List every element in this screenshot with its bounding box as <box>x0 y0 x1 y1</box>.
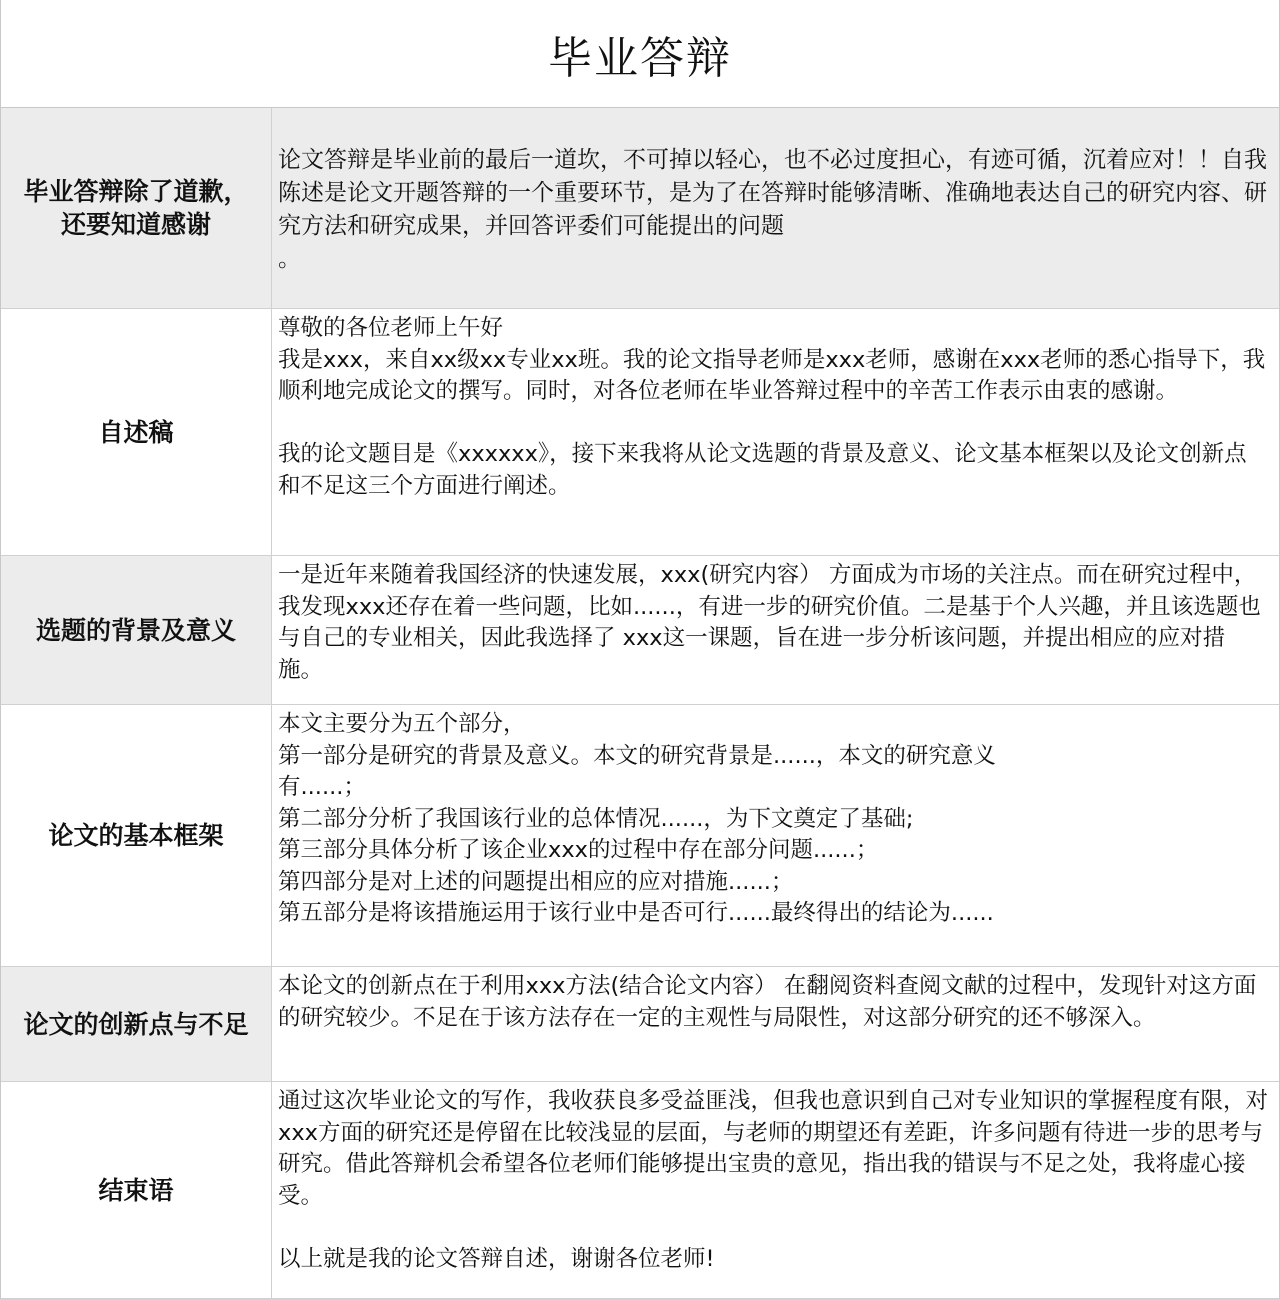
row-innovation-shortcomings <box>1 967 1279 1082</box>
page-title: 毕业答辩 <box>1 0 1279 108</box>
row-label: 论文的基本框架 <box>1 705 272 966</box>
row-self-statement <box>1 309 1279 556</box>
row-conclusion <box>1 1082 1279 1299</box>
row-content: 一是近年来随着我国经济的快速发展，xxx(研究内容） 方面成为市场的关注点。而在研究过程中，我发现xxx还存在着一些问题，比如......，有进一步的研究价值。二是基于个人兴趣，并且该选题也与自己的专业相关，因此我选择了 xxx这一课题，旨在进一步分析该问题，并提出相应的应对措施。 <box>272 556 1279 704</box>
row-framework <box>1 705 1279 967</box>
row-label: 毕业答辩除了道歉， 还要知道感谢 <box>1 108 272 308</box>
row-label: 自述稿 <box>1 309 272 555</box>
row-content: 通过这次毕业论文的写作，我收获良多受益匪浅，但我也意识到自己对专业知识的掌握程度有限，对xxx方面的研究还是停留在比较浅显的层面，与老师的期望还有差距，许多问题有待进一步的思考与研究。借此答辩机会希望各位老师们能够提出宝贵的意见，指出我的错误与不足之处，我将虚心接受。 以上就是我的论文答辩自述，谢谢各位老师! <box>278 1088 1269 1272</box>
row-content: 本论文的创新点在于利用xxx方法(结合论文内容） 在翻阅资料查阅文献的过程中，发现针对这方面的研究较少。不足在于该方法存在一定的主观性与局限性，对这部分研究的还不够深入。 <box>272 967 1279 1081</box>
row-label: 结束语 <box>1 1082 272 1298</box>
row-content: 本文主要分为五个部分， 第一部分是研究的背景及意义。本文的研究背景是......，本文的研究意义 有......； 第二部分分析了我国该行业的总体情况......，为下文奠定了基础; 第三部分具体分析了该企业xxx的过程中存在部分问题......； 第四部分是对上述的问题提出相应的应对措施......； 第五部分是将该措施运用于该行业中是否可行......最终得出的结论为...... <box>278 711 996 926</box>
row-content: 论文答辩是毕业前的最后一道坎，不可掉以轻心，也不必过度担心，有迹可循，沉着应对！！自我陈述是论文开题答辩的一个重要环节，是为了在答辩时能够清晰、准确地表达自己的研究内容、研究方法和研究成果，并回答评委们可能提出的问题 。 <box>272 108 1279 308</box>
row-content: 尊敬的各位老师上午好 我是xxx，来自xx级xx专业xx班。我的论文指导老师是xxx老师，感谢在xxx老师的悉心指导下，我顺利地完成论文的撰写。同时，对各位老师在毕业答辩过程中的辛苦工作表示由衷的感谢。 我的论文题目是《xxxxxx》，接下来我将从论文选题的背景及意义、论文基本框架以及论文创新点和不足这三个方面进行阐述。 <box>278 315 1266 499</box>
row-background-significance <box>1 556 1279 705</box>
row-defense-gratitude <box>1 108 1279 309</box>
row-label: 论文的创新点与不足 <box>1 967 272 1081</box>
row-label: 选题的背景及意义 <box>1 556 272 704</box>
